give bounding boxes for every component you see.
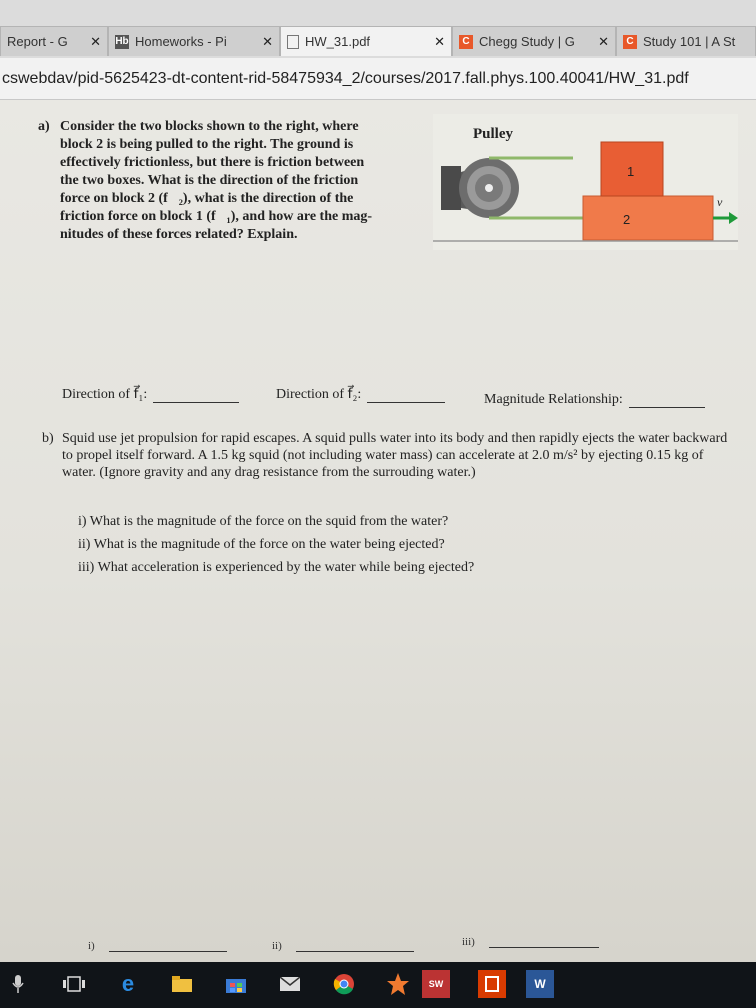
sub-question-iii: iii) What acceleration is experienced by the water while being ejected? (78, 560, 475, 575)
sub-question-i: i) What is the magnitude of the force on the squid from the water? (78, 514, 449, 529)
question-a-line: effectively frictionless, but there is friction between (60, 155, 365, 170)
pulley-mount (441, 166, 461, 210)
dir-f1-label: Direction of f⃗₁: (62, 387, 148, 402)
velocity-label: v⃗ (717, 195, 732, 209)
tab-label: HW_31.pdf (305, 34, 371, 49)
question-a-line: block 2 is being pulled to the right. The ground is (60, 137, 354, 152)
tab-label: Report - G (7, 34, 68, 49)
question-a-line: the two boxes. What is the direction of the friction (60, 173, 359, 188)
block-1-label: 1 (627, 164, 635, 179)
tab-hw31-pdf[interactable] (280, 26, 452, 56)
chegg-icon: C (623, 35, 637, 49)
tab-homeworks[interactable] (108, 26, 280, 56)
store-icon[interactable] (222, 970, 250, 998)
dir-f1-blank[interactable] (153, 402, 239, 403)
answer-ii-blank[interactable] (296, 951, 414, 952)
answer-ii-label: ii) (272, 940, 282, 952)
word-icon[interactable] (526, 970, 554, 998)
tab-chegg-study[interactable] (452, 26, 616, 56)
block-2-label: 2 (623, 212, 631, 227)
answer-i-label: i) (88, 940, 95, 952)
browser-tab-bar (0, 0, 756, 58)
question-a-line: Consider the two blocks shown to the right, where (60, 119, 359, 134)
question-a-line: friction force on block 1 (f⃗₁), and how are the mag- (60, 209, 373, 224)
question-a (38, 118, 408, 244)
hb-icon: Hb (115, 35, 129, 47)
answer-dir-f2 (276, 386, 445, 403)
chegg-icon: C (459, 35, 473, 49)
magnitude-blank[interactable] (629, 407, 705, 408)
magnitude-label: Magnitude Relationship: (484, 392, 623, 407)
answer-ii (272, 940, 414, 952)
question-b-text: Squid use jet propulsion for rapid escapes. A squid pulls water into its body and then rapidly ejects the water backward to propel itself forward. A 1.5 kg squid (not including water mass) can accelerate at 2.0 m/s² by ejecting 0.15 kg of water. (Ignore gravity and any drag resistance from the surrouding water.) (62, 431, 728, 480)
tab-study-101[interactable] (616, 26, 756, 56)
answer-iii-label: iii) (462, 936, 475, 948)
mail-icon[interactable] (276, 970, 304, 998)
tab-report[interactable] (0, 26, 108, 56)
question-b-label: b) (42, 431, 54, 446)
address-bar[interactable] (0, 58, 756, 100)
answer-dir-f1 (62, 386, 239, 403)
answer-iii (462, 936, 599, 948)
sub-question-ii: ii) What is the magnitude of the force on the water being ejected? (78, 537, 445, 552)
tab-label: Chegg Study | G (479, 34, 575, 49)
swing-label: SW (428, 979, 444, 989)
mic-icon[interactable] (4, 970, 32, 998)
close-icon[interactable]: ✕ (262, 33, 273, 49)
taskbar (0, 962, 756, 1008)
answer-iii-blank[interactable] (489, 947, 599, 948)
game-icon[interactable] (384, 970, 412, 998)
block-2 (583, 196, 713, 240)
file-explorer-icon[interactable] (168, 970, 196, 998)
answer-i-blank[interactable] (109, 951, 227, 952)
question-a-label: a) (38, 119, 50, 134)
question-b (42, 430, 734, 481)
pulley-label: Pulley (473, 126, 513, 142)
pulley-diagram (433, 114, 738, 250)
tab-label: Homeworks - Pi (135, 34, 227, 49)
chrome-icon[interactable] (330, 970, 358, 998)
answer-i (88, 940, 227, 952)
dir-f2-blank[interactable] (367, 402, 445, 403)
question-a-line: force on block 2 (f⃗₂), what is the direction of the (60, 191, 354, 206)
word-label: W (534, 977, 546, 991)
question-a-line: nitudes of these forces related? Explain. (60, 227, 298, 242)
close-icon[interactable]: ✕ (598, 33, 609, 49)
answer-magnitude (484, 392, 705, 408)
page-icon (287, 35, 299, 49)
office-icon[interactable] (478, 970, 506, 998)
pdf-page (0, 100, 756, 962)
swing-icon[interactable] (422, 970, 450, 998)
close-icon[interactable]: ✕ (434, 33, 445, 49)
tab-label: Study 101 | A St (643, 34, 736, 49)
task-view-icon[interactable] (60, 970, 88, 998)
edge-icon[interactable]: e (121, 971, 135, 996)
close-icon[interactable]: ✕ (90, 33, 101, 49)
pulley-figure (433, 114, 738, 250)
dir-f2-label: Direction of f⃗₂: (276, 387, 362, 402)
url-text: cswebdav/pid-5625423-dt-content-rid-58475934_2/courses/2017.fall.phys.100.40041/HW_31.pdf (2, 70, 689, 87)
